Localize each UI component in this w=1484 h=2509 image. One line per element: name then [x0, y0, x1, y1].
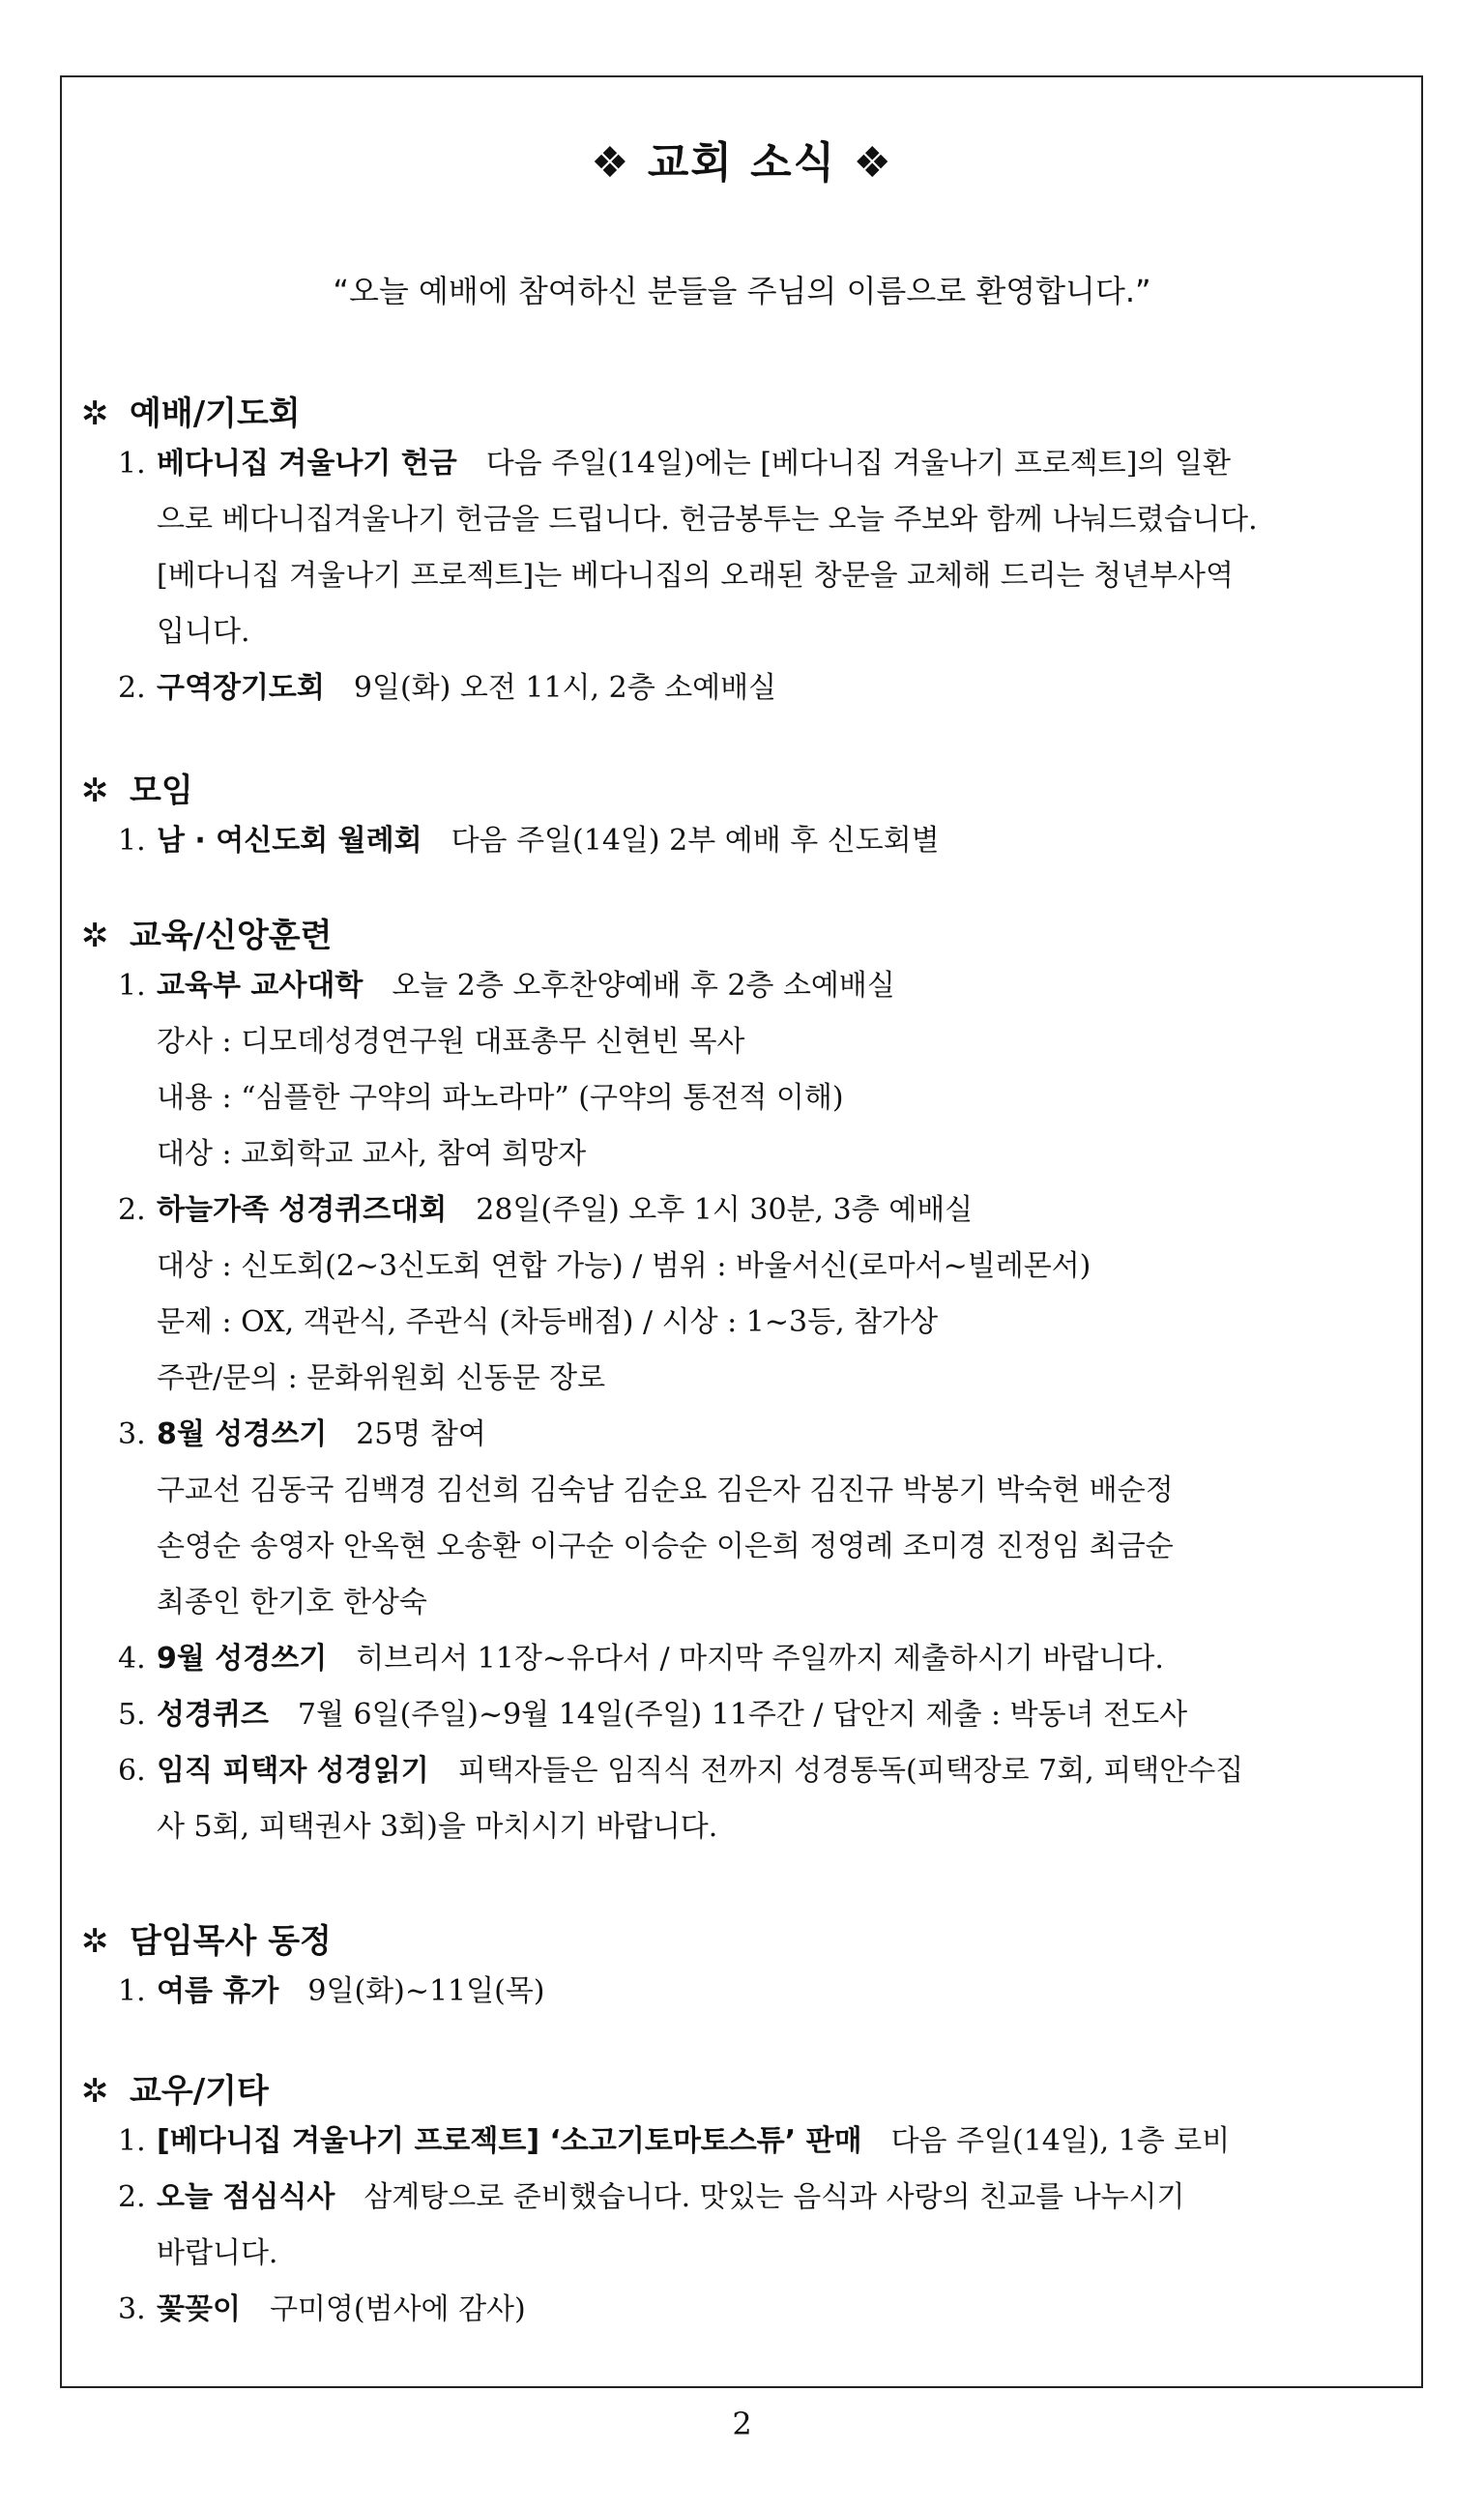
item-text: 사 5회, 피택권사 3회)을 마치시기 바랍니다. [157, 1810, 718, 1844]
list-item-continuation [157, 1522, 1174, 1564]
list-item [118, 2116, 1230, 2159]
list-item [118, 1746, 1243, 1789]
list-item-continuation [157, 495, 1258, 538]
list-item-continuation [157, 2229, 277, 2271]
item-text: 25명 참여 [356, 1417, 486, 1451]
item-number: 1. [118, 824, 146, 858]
welcome-message: “오늘 예배에 참여하신 분들을 주님의 이름으로 환영합니다.” [333, 273, 1151, 309]
list-item [118, 1967, 545, 2009]
item-text: 내용 : “심플한 구약의 파노라마” (구약의 통전적 이해) [157, 1081, 844, 1115]
list-item [118, 439, 1231, 481]
section-marker-icon: ✲ [81, 917, 109, 955]
list-item-continuation [157, 1129, 586, 1172]
section-heading-text: 교육/신앙훈련 [130, 917, 333, 955]
item-label: 9월 성경쓰기 [157, 1642, 328, 1676]
item-text: 7월 6일(주일)~9월 14일(주일) 11주간 / 답안지 제출 : 박동녀 전도사 [297, 1698, 1188, 1732]
section-marker-icon: ✲ [81, 2072, 109, 2111]
item-number: 1. [118, 447, 146, 481]
list-item-continuation [157, 1241, 1091, 1284]
item-number: 1. [118, 2124, 146, 2158]
item-number: 3. [118, 1417, 146, 1451]
list-item [118, 2173, 1185, 2215]
item-text: 대상 : 교회학교 교사, 참여 희망자 [157, 1137, 587, 1171]
item-text: 주관/문의 : 문화위원회 신동문 장로 [157, 1361, 606, 1395]
item-text: 강사 : 디모데성경연구원 대표총무 신현빈 목사 [157, 1025, 745, 1059]
item-text: 으로 베다니집겨울나기 헌금을 드립니다. 헌금봉투는 오늘 주보와 함께 나눠드렸습니다. [157, 503, 1258, 537]
section-heading [81, 764, 193, 811]
item-text: 입니다. [157, 615, 250, 649]
list-item [118, 816, 940, 859]
section-heading-text: 담임목사 동정 [130, 1922, 332, 1961]
list-item-continuation [157, 1017, 744, 1060]
item-text: 9일(화) 오전 11시, 2층 소예배실 [353, 671, 777, 705]
item-label: 여름 휴가 [157, 1974, 279, 2008]
page-number: 2 [732, 2406, 752, 2442]
item-label: 구역장기도회 [157, 671, 325, 705]
item-label: 오늘 점심식사 [157, 2180, 335, 2214]
list-item-continuation [157, 1298, 938, 1340]
section-heading-text: 예배/기도회 [130, 394, 301, 433]
item-number: 2. [118, 1193, 146, 1227]
page-title: ❖ 교회 소식 ❖ [591, 138, 893, 188]
item-label: 남 · 여신도회 월례회 [157, 824, 422, 858]
item-label: 8월 성경쓰기 [157, 1417, 328, 1451]
item-label: 꽃꽂이 [157, 2292, 241, 2326]
item-number: 2. [118, 2180, 146, 2214]
item-text: 삼계탕으로 준비했습니다. 맛있는 음식과 사랑의 친교를 나누시기 [364, 2180, 1185, 2214]
item-text: 28일(주일) 오후 1시 30분, 3층 예배실 [476, 1193, 974, 1227]
item-label: 성경퀴즈 [157, 1698, 269, 1732]
item-text: 최종인 한기호 한상숙 [157, 1586, 427, 1619]
list-item-continuation [157, 551, 1234, 594]
item-text: 구교선 김동국 김백경 김선희 김숙남 김순요 김은자 김진규 박봉기 박숙현 배순정 [157, 1473, 1174, 1507]
item-text: 손영순 송영자 안옥현 오송환 이구순 이승순 이은희 정영례 조미경 진정임 최금순 [157, 1530, 1174, 1563]
list-item-continuation [157, 1802, 717, 1845]
item-text: 오늘 2층 오후찬양예배 후 2층 소예배실 [392, 969, 895, 1003]
list-item [118, 1185, 973, 1228]
item-number: 1. [118, 969, 146, 1003]
item-text: 9일(화)~11일(목) [307, 1974, 545, 2008]
item-number: 5. [118, 1698, 146, 1732]
section-heading [81, 387, 301, 434]
item-text: 바랍니다. [157, 2236, 278, 2270]
item-text: 다음 주일(14일) 2부 예배 후 신도회별 [451, 824, 940, 858]
section-heading [81, 909, 332, 956]
item-number: 4. [118, 1642, 146, 1676]
item-text: 다음 주일(14일), 1층 로비 [890, 2124, 1231, 2158]
item-number: 6. [118, 1754, 146, 1788]
item-text: 다음 주일(14일)에는 [베다니집 겨울나기 프로젝트]의 일환 [485, 447, 1231, 481]
item-text: 문제 : OX, 객관식, 주관식 (차등배점) / 시상 : 1~3등, 참가상 [157, 1305, 939, 1339]
section-heading [81, 2064, 269, 2112]
list-item [118, 2285, 526, 2327]
item-text: 피택자들은 임직식 전까지 성경통독(피택장로 7회, 피택안수집 [457, 1754, 1244, 1788]
section-marker-icon: ✲ [81, 394, 109, 433]
list-item [118, 961, 895, 1004]
item-number: 2. [118, 671, 146, 705]
section-heading-text: 교우/기타 [130, 2072, 269, 2111]
item-number: 3. [118, 2292, 146, 2326]
item-text: 히브리서 11장~유다서 / 마지막 주일까지 제출하시기 바랍니다. [356, 1642, 1164, 1676]
item-label: [베다니집 겨울나기 프로젝트] ‘소고기토마토스튜’ 판매 [157, 2124, 862, 2158]
list-item [118, 1634, 1164, 1677]
item-label: 베다니집 겨울나기 헌금 [157, 447, 457, 481]
item-label: 임직 피택자 성경읽기 [157, 1754, 429, 1788]
item-label: 교육부 교사대학 [157, 969, 364, 1003]
item-text: 대상 : 신도회(2~3신도회 연합 가능) / 범위 : 바울서신(로마서~빌레몬서) [157, 1249, 1091, 1283]
list-item-continuation [157, 1354, 605, 1396]
item-text: [베다니집 겨울나기 프로젝트]는 베다니집의 오래된 창문을 교체해 드리는 청년부사역 [157, 559, 1234, 593]
list-item-continuation [157, 607, 249, 650]
item-label: 하늘가족 성경퀴즈대회 [157, 1193, 448, 1227]
section-heading-text: 모임 [130, 772, 193, 810]
section-marker-icon: ✲ [81, 1922, 109, 1961]
list-item [118, 663, 776, 706]
list-item-continuation [157, 1073, 844, 1116]
list-item-continuation [157, 1466, 1174, 1508]
list-item [118, 1410, 486, 1452]
section-marker-icon: ✲ [81, 772, 109, 810]
list-item-continuation [157, 1578, 427, 1620]
item-text: 구미영(범사에 감사) [269, 2292, 526, 2326]
section-heading [81, 1914, 332, 1962]
item-number: 1. [118, 1974, 146, 2008]
list-item [118, 1690, 1187, 1733]
